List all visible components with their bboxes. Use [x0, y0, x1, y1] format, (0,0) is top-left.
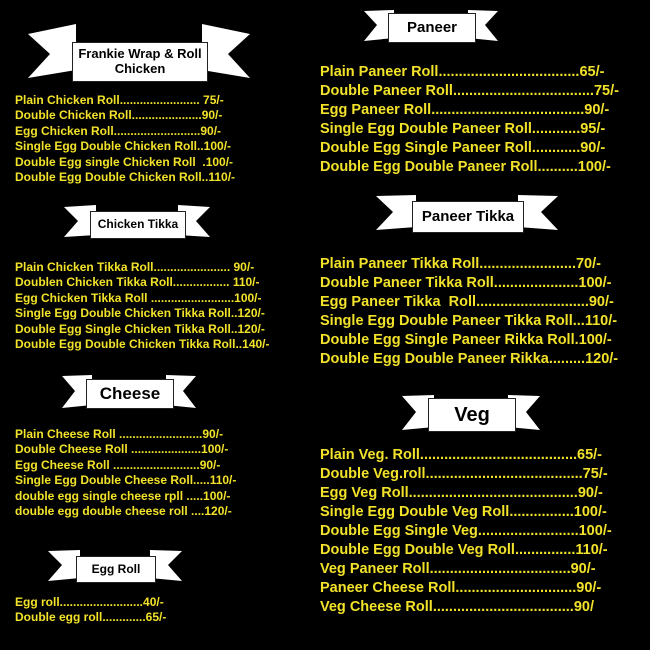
menu-item: Plain Paneer Tikka Roll........................70/- — [320, 256, 601, 272]
menu-item: Egg Paneer Tikka Roll............................90/- — [320, 294, 614, 310]
menu-item: Double Egg Double Paneer Rikka.........120/- — [320, 351, 619, 367]
menu-item: Double Paneer Roll...................................75/- — [320, 83, 619, 99]
banner-chicken-tikka — [64, 203, 210, 243]
menu-item: Plain Veg. Roll.......................................65/- — [320, 447, 603, 463]
menu-item: Plain Chicken Roll........................ 75/- — [15, 93, 224, 107]
menu-item: Double Cheese Roll .....................100/- — [15, 442, 229, 457]
menu-item: Single Egg Double Veg Roll................100/- — [320, 504, 607, 520]
menu-item: Double Egg Double Paneer Roll..........100/- — [320, 159, 611, 175]
menu-item: Veg Cheese Roll...................................90/ — [320, 599, 594, 615]
menu-item: Double Egg Double Chicken Tikka Roll..140/- — [15, 337, 270, 352]
menu-item: Single Egg Double Cheese Roll.....110/- — [15, 473, 237, 488]
menu-item: Double egg roll.............65/- — [15, 610, 167, 625]
menu-item: Egg Veg Roll..........................................90/- — [320, 485, 603, 501]
menu-item: Plain Chicken Tikka Roll....................... 90/- — [15, 260, 255, 274]
menu-item: Single Egg Double Chicken Tikka Roll..120/- — [15, 306, 265, 321]
menu-item: Double Chicken Roll.....................90/- — [15, 108, 223, 123]
menu-item: Egg roll.........................40/- — [15, 595, 164, 609]
section-title: Egg Roll — [76, 556, 156, 583]
cheese-items — [15, 427, 236, 519]
banner-veg — [402, 393, 540, 435]
section-title: Paneer Tikka — [412, 201, 524, 233]
paneer-items — [320, 63, 619, 177]
section-title: Chicken Tikka — [90, 211, 186, 239]
banner-egg-roll — [48, 548, 182, 586]
banner-frankie-wrap-roll — [28, 20, 250, 84]
menu-item: Egg Chicken Roll..........................90/- — [15, 123, 222, 138]
menu-item: Egg Paneer Roll......................................90/- — [320, 102, 610, 118]
veg-items — [320, 446, 612, 617]
menu-item: Double Egg Double Veg Roll...............110/- — [320, 542, 608, 558]
menu-item: Plain Paneer Roll...................................65/- — [320, 64, 605, 80]
menu-item: Doublen Chicken Tikka Roll................. 110/- — [15, 275, 260, 290]
menu-item: Double Egg single Chicken Roll .100/- — [15, 154, 234, 169]
paneer-tikka-items — [320, 255, 618, 369]
menu-item: Veg Paneer Roll...................................90/- — [320, 561, 596, 577]
frankie-items — [15, 93, 235, 185]
menu-item: Double Egg Single Chicken Tikka Roll..120/- — [15, 321, 265, 336]
menu-item: Single Egg Double Chicken Roll..100/- — [15, 139, 232, 154]
banner-paneer-tikka — [376, 193, 558, 237]
menu-item: Egg Chicken Tikka Roll .........................100/- — [15, 290, 262, 305]
banner-cheese — [62, 373, 196, 413]
menu-item: Double Veg.roll.......................................75/- — [320, 466, 608, 482]
chicken-tikka-items — [15, 260, 270, 352]
menu-item: double egg double cheese roll ....120/- — [15, 504, 232, 519]
banner-paneer — [364, 8, 498, 48]
menu-item: Single Egg Double Paneer Roll............95/- — [320, 121, 606, 137]
menu-item: Paneer Cheese Roll..............................90/- — [320, 580, 602, 596]
menu-item: double egg single cheese rpll .....100/- — [15, 488, 231, 503]
section-title: Cheese — [86, 379, 174, 409]
menu-item: Egg Cheese Roll ..........................90/- — [15, 457, 221, 472]
egg-roll-items — [15, 595, 166, 626]
menu-item: Single Egg Double Paneer Tikka Roll...110/- — [320, 313, 618, 329]
section-title: Veg — [428, 398, 516, 432]
menu-item: Double Egg Single Paneer Rikka Roll.100/- — [320, 332, 612, 348]
menu-item: Plain Cheese Roll .........................90/- — [15, 427, 224, 441]
section-title: Paneer — [388, 13, 476, 43]
menu-item: Double Paneer Tikka Roll.....................100/- — [320, 275, 612, 291]
menu-item: Double Egg Double Chicken Roll..110/- — [15, 170, 236, 185]
menu-item: Double Egg Single Paneer Roll............90/- — [320, 140, 606, 156]
section-title: Frankie Wrap & Roll Chicken — [72, 42, 208, 82]
menu-item: Double Egg Single Veg.........................100/- — [320, 523, 612, 539]
